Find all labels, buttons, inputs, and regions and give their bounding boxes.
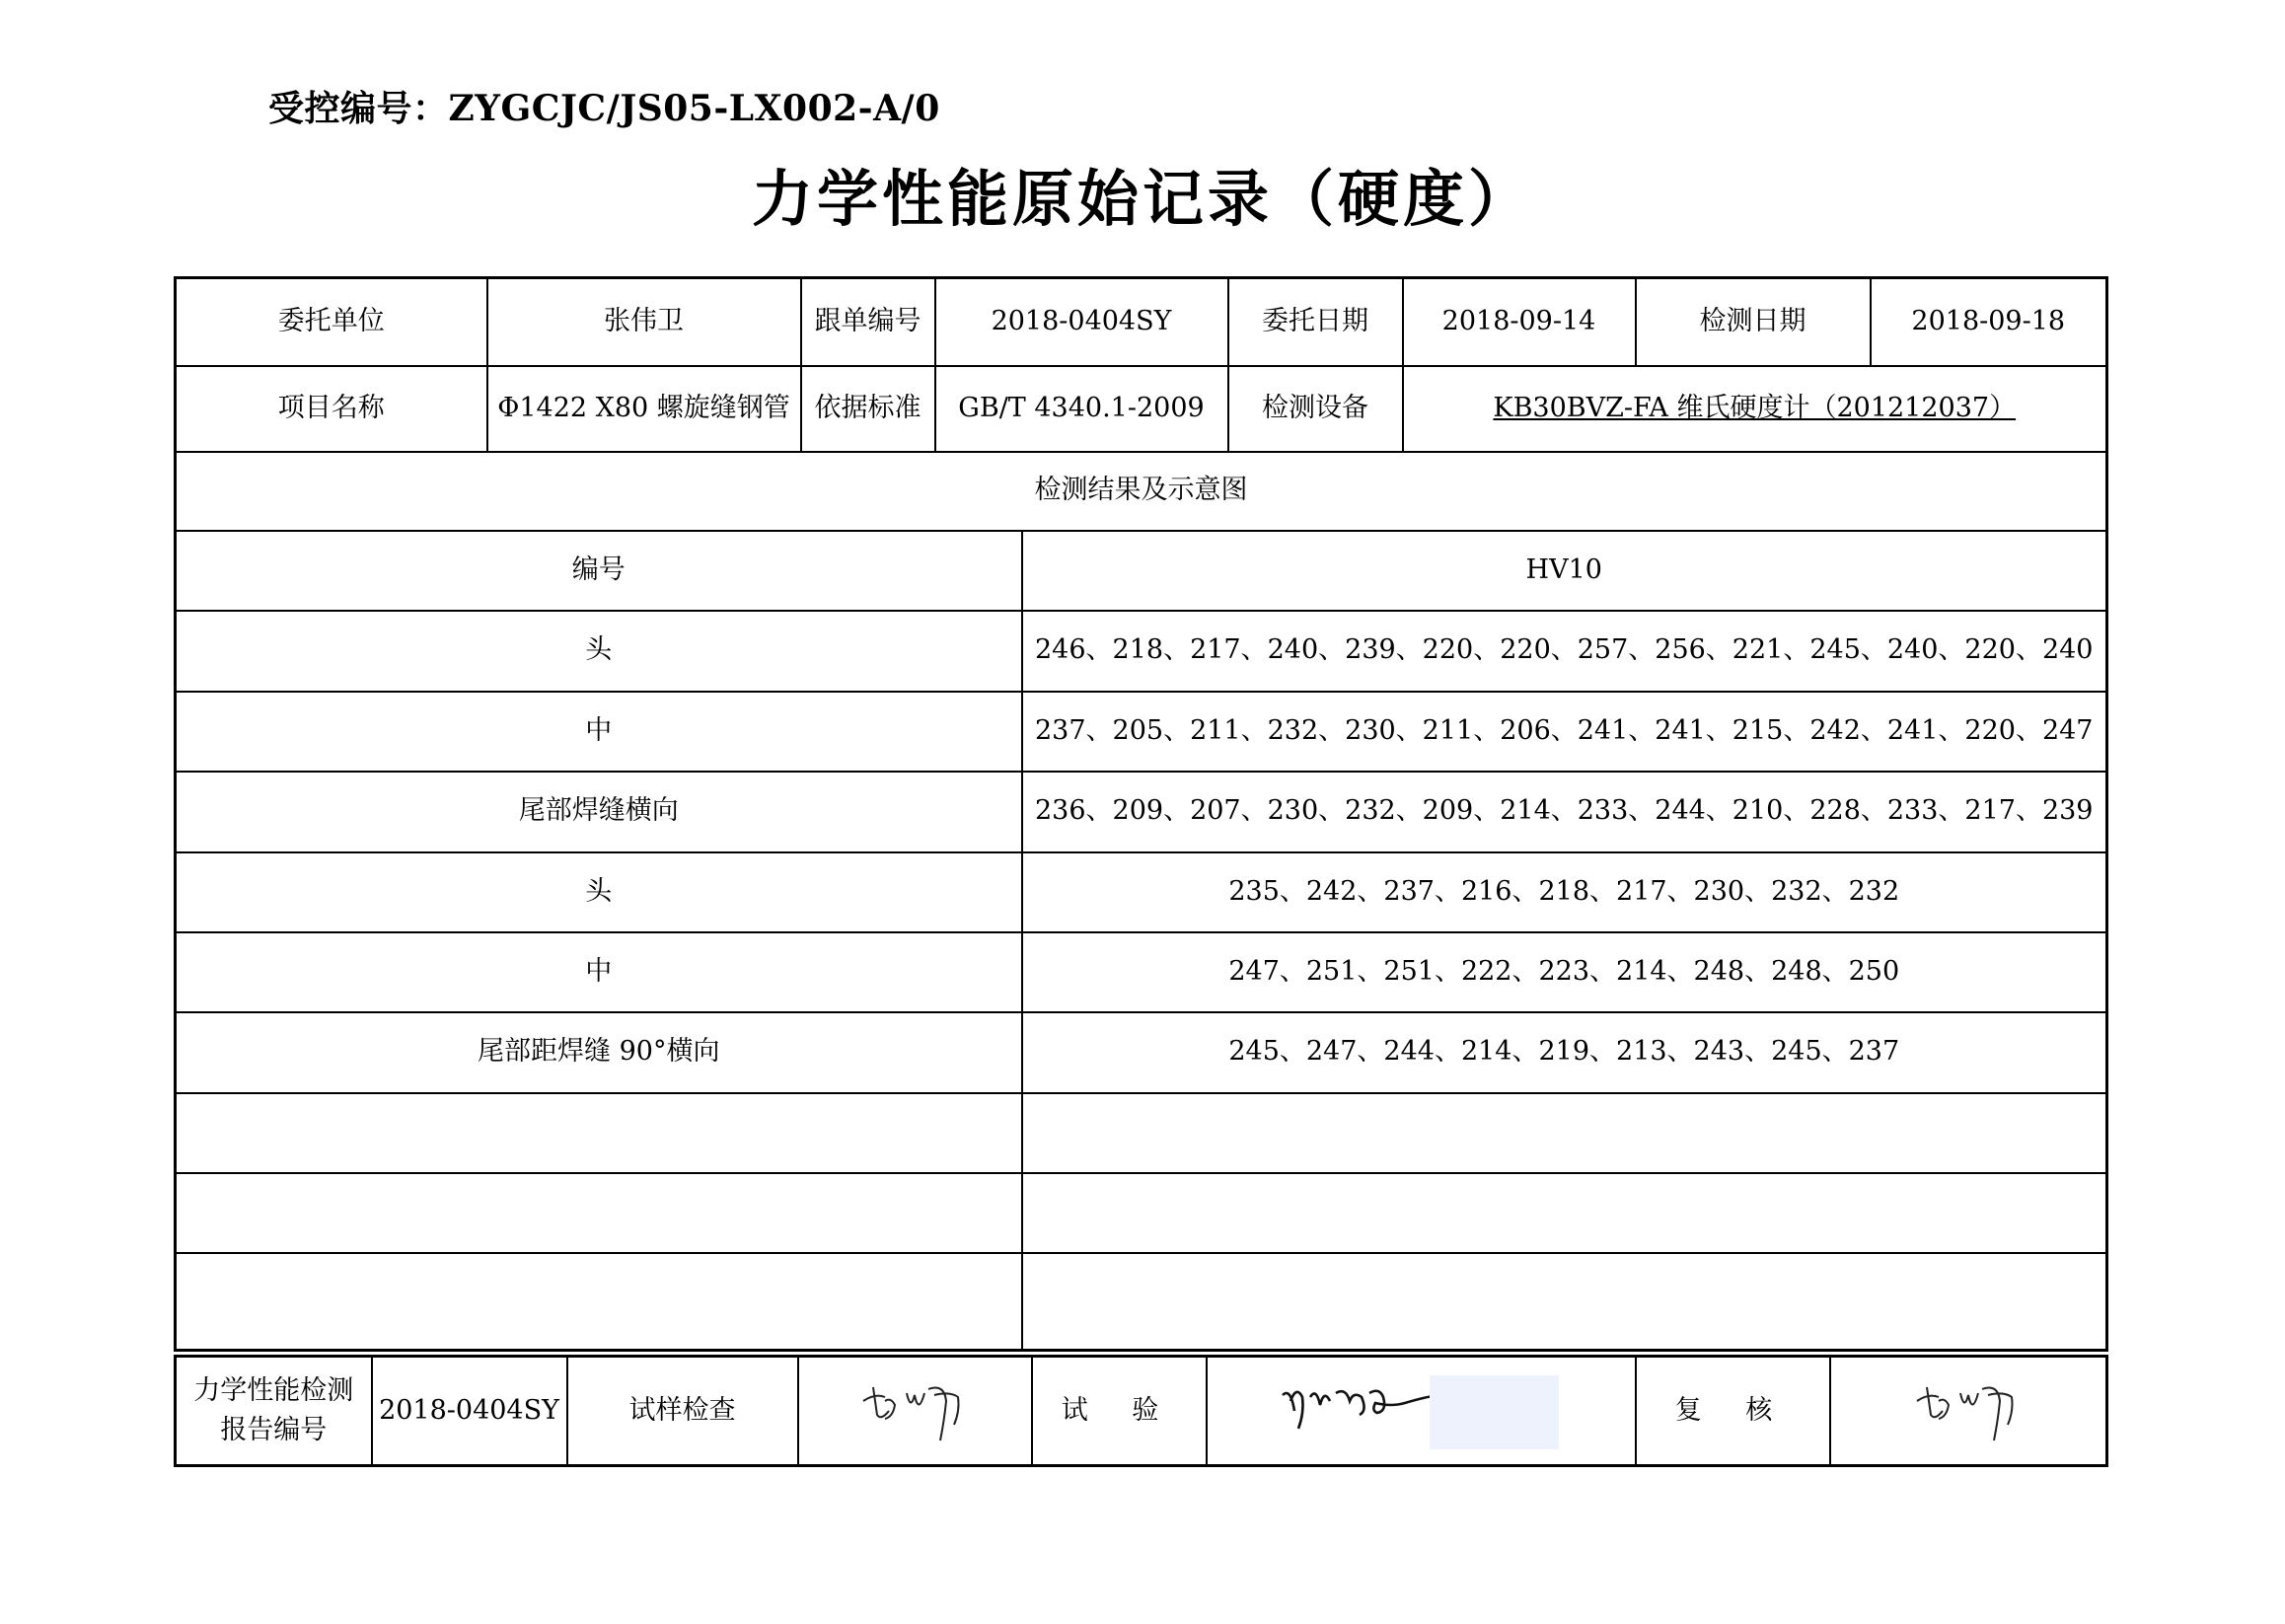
handwritten-signature-icon (855, 1371, 974, 1450)
test-label: 试 验 (1032, 1357, 1207, 1466)
row-id: 尾部距焊缝 90°横向 (176, 1012, 1022, 1093)
project-label: 项目名称 (176, 366, 487, 452)
equipment-text: KB30BVZ-FA 维氏硬度计（201212037） (1493, 392, 2017, 423)
client-label: 委托单位 (176, 278, 487, 366)
tracking-label: 跟单编号 (801, 278, 935, 366)
row-values: 245、247、244、214、219、213、243、245、237 (1022, 1012, 2107, 1093)
row-values: 246、218、217、240、239、220、220、257、256、221、245、240、220、240 (1022, 611, 2107, 692)
review-signature (1830, 1357, 2107, 1466)
report-no-label: 力学性能检测报告编号 (176, 1357, 372, 1466)
test-signature (1207, 1357, 1636, 1466)
test-date-label: 检测日期 (1636, 278, 1871, 366)
table-row (176, 692, 2107, 772)
test-date-value: 2018-09-18 (1871, 278, 2107, 366)
row-id: 头 (176, 611, 1022, 692)
empty-cell (176, 1093, 1022, 1173)
row-id: 中 (176, 692, 1022, 772)
row-values: 237、205、211、232、230、211、206、241、241、215、242、241、220、247 (1022, 692, 2107, 772)
results-col-id: 编号 (176, 531, 1022, 611)
table-row (176, 852, 2107, 932)
client-value: 张伟卫 (487, 278, 801, 366)
empty-cell (176, 1253, 1022, 1351)
record-table (174, 276, 2108, 1352)
row-values: 247、251、251、222、223、214、248、248、250 (1022, 932, 2107, 1012)
sample-check-label: 试样检查 (567, 1357, 798, 1466)
row-values: 236、209、207、230、232、209、214、233、244、210、228、233、217、239 (1022, 772, 2107, 852)
empty-cell (1022, 1253, 2107, 1351)
project-value: Φ1422 X80 螺旋缝钢管 (487, 366, 801, 452)
handwritten-signature-icon (1909, 1371, 2027, 1450)
row-id: 头 (176, 852, 1022, 932)
table-row (176, 932, 2107, 1012)
signature-table (174, 1355, 2108, 1467)
table-row (176, 611, 2107, 692)
table-row-empty (176, 1093, 2107, 1173)
table-row (176, 772, 2107, 852)
document-title: 力学性能原始记录（硬度） (751, 163, 1533, 235)
entrust-date-value: 2018-09-14 (1403, 278, 1636, 366)
equipment-label: 检测设备 (1228, 366, 1403, 452)
entrust-date-label: 委托日期 (1228, 278, 1403, 366)
report-no-value: 2018-0404SY (372, 1357, 567, 1466)
results-col-value: HV10 (1022, 531, 2107, 611)
control-number-value: ZYGCJC/JS05-LX002-A/0 (448, 88, 940, 129)
empty-cell (1022, 1093, 2107, 1173)
redacted-block (1430, 1375, 1559, 1449)
empty-cell (1022, 1173, 2107, 1253)
control-number (268, 81, 940, 131)
tracking-value: 2018-0404SY (935, 278, 1228, 366)
empty-cell (176, 1173, 1022, 1253)
row-id: 尾部焊缝横向 (176, 772, 1022, 852)
table-row (176, 1012, 2107, 1093)
handwritten-signature-icon (1277, 1367, 1444, 1456)
row-values: 235、242、237、216、218、217、230、232、232 (1022, 852, 2107, 932)
standard-label: 依据标准 (801, 366, 935, 452)
table-row-empty (176, 1173, 2107, 1253)
equipment-value (1403, 366, 2107, 452)
review-label: 复 核 (1636, 1357, 1830, 1466)
row-id: 中 (176, 932, 1022, 1012)
control-number-label: 受控编号： (268, 88, 449, 129)
sample-check-signature (798, 1357, 1032, 1466)
standard-value: GB/T 4340.1-2009 (935, 366, 1228, 452)
table-row-empty (176, 1253, 2107, 1351)
results-section-title: 检测结果及示意图 (176, 452, 2107, 531)
